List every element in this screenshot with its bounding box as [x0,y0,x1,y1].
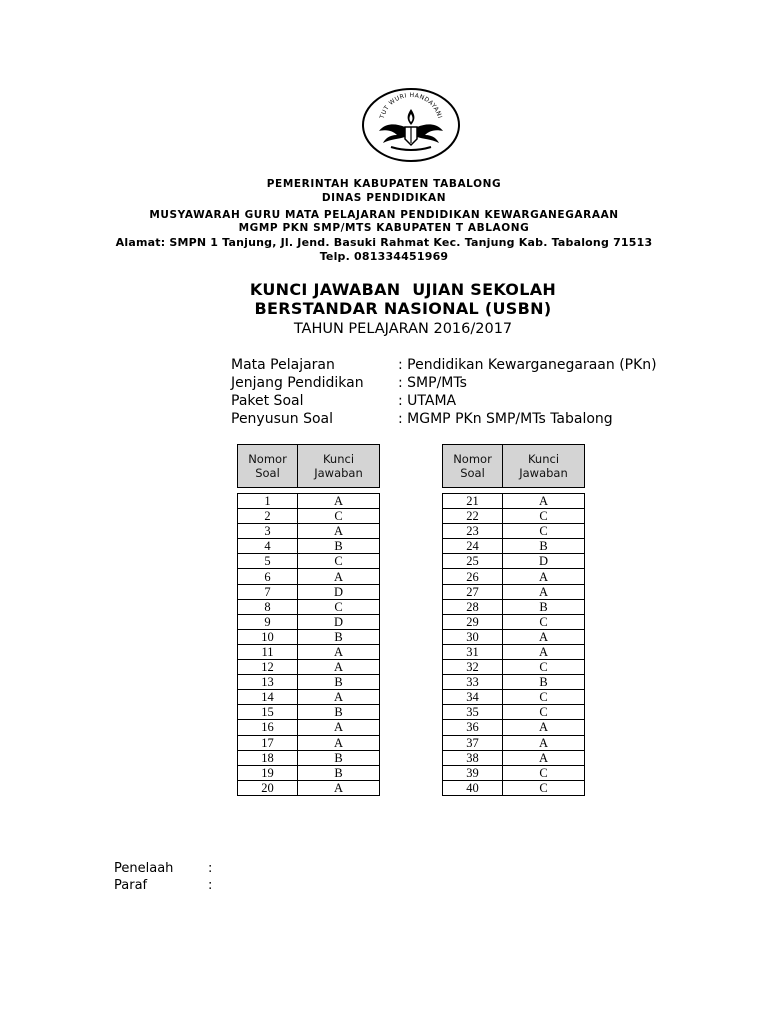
answer-row [443,644,585,659]
answer-key: A [503,720,585,735]
question-number: 24 [443,539,503,554]
answer-row [238,599,380,614]
header-text: Jawaban [519,466,568,480]
answer-row [443,509,585,524]
answer-row [238,494,380,509]
question-number: 32 [443,660,503,675]
answer-key: B [298,705,380,720]
question-number: 25 [443,554,503,569]
answer-row [238,675,380,690]
answer-key: A [503,750,585,765]
signature-row-reviewer [114,860,212,877]
question-number: 38 [443,750,503,765]
question-number: 31 [443,644,503,659]
answer-key: C [503,690,585,705]
answer-key: B [298,629,380,644]
question-number: 23 [443,524,503,539]
academic-year: TAHUN PELAJARAN 2016/2017 [293,321,513,337]
answer-row [443,554,585,569]
column-header-number [238,445,298,488]
header-association: MUSYAWARAH GURU MATA PELAJARAN PENDIDIKAN KEWARGANEGARAAN [149,209,619,221]
question-number: 3 [238,524,298,539]
info-row-subject [231,356,657,374]
answer-key: A [298,494,380,509]
answer-key: A [503,569,585,584]
info-value: : MGMP PKn SMP/MTs Tabalong [398,411,613,427]
answer-row [238,524,380,539]
answer-key: C [503,765,585,780]
info-row-author [231,410,657,428]
question-number: 29 [443,614,503,629]
question-number: 39 [443,765,503,780]
header-mgmp: MGMP PKN SMP/MTS KABUPATEN T ABLAONG [238,222,530,234]
answer-row [238,584,380,599]
question-number: 12 [238,660,298,675]
answer-key: B [298,765,380,780]
answer-row [238,720,380,735]
question-number: 40 [443,780,503,795]
answer-rows-left [238,488,380,796]
signature-label: Paraf [114,878,148,893]
answer-row [443,494,585,509]
question-number: 19 [238,765,298,780]
question-number: 30 [443,629,503,644]
question-number: 33 [443,675,503,690]
tut-wuri-handayani-logo [361,87,461,163]
answer-row [238,554,380,569]
answer-key: C [298,509,380,524]
answer-key: A [298,644,380,659]
answer-row [238,644,380,659]
answer-row [238,569,380,584]
answer-key: D [503,554,585,569]
answer-key: B [298,750,380,765]
info-value: : UTAMA [398,393,457,409]
answer-row [238,690,380,705]
info-row-level [231,374,657,392]
answer-key: C [503,780,585,795]
answer-key: B [298,675,380,690]
answer-key: A [298,569,380,584]
answer-key: C [503,509,585,524]
question-number: 9 [238,614,298,629]
document-title-line1: KUNCI JAWABAN UJIAN SEKOLAH [249,280,557,299]
answer-row [443,720,585,735]
answer-row [443,765,585,780]
header-text: Kunci [322,452,355,466]
answer-row [443,735,585,750]
question-number: 6 [238,569,298,584]
answer-row [443,524,585,539]
question-number: 37 [443,735,503,750]
answer-key: A [503,494,585,509]
answer-key-table-left [237,444,380,796]
answer-row [238,614,380,629]
exam-info [231,356,657,428]
signature-block [114,860,212,894]
answer-row [238,780,380,795]
column-header-key [298,445,380,488]
answer-key: A [298,690,380,705]
answer-row [443,675,585,690]
question-number: 7 [238,584,298,599]
question-number: 17 [238,735,298,750]
header-government: PEMERINTAH KABUPATEN TABALONG [266,178,502,190]
signature-row-initial [114,877,212,894]
answer-key: A [503,735,585,750]
question-number: 21 [443,494,503,509]
header-text: Nomor [248,452,287,466]
question-number: 15 [238,705,298,720]
column-header-key [503,445,585,488]
answer-row [443,660,585,675]
answer-key: A [503,584,585,599]
info-label: Jenjang Pendidikan [231,375,364,391]
answer-key: A [503,629,585,644]
answer-row [443,569,585,584]
answer-key: B [503,539,585,554]
answer-key: C [503,524,585,539]
question-number: 36 [443,720,503,735]
question-number: 1 [238,494,298,509]
svg-text:TUT WURI HANDAYANI: TUT WURI HANDAYANI [378,91,444,120]
info-value: : Pendidikan Kewarganegaraan (PKn) [398,357,657,373]
info-label: Paket Soal [231,393,304,409]
answer-row [238,765,380,780]
signature-label: Penelaah [114,861,174,876]
answer-key: B [503,599,585,614]
answer-key: C [503,705,585,720]
answer-row [443,539,585,554]
document-title-line2: BERSTANDAR NASIONAL (USBN) [254,299,552,318]
question-number: 35 [443,705,503,720]
header-text: Nomor [453,452,492,466]
question-number: 22 [443,509,503,524]
answer-row [238,735,380,750]
answer-row [238,509,380,524]
answer-row [238,705,380,720]
header-phone: Telp. 081334451969 [319,250,449,263]
answer-row [238,660,380,675]
answer-key: B [298,539,380,554]
answer-key: C [503,660,585,675]
answer-rows-right [443,488,585,796]
info-label: Penyusun Soal [231,411,333,427]
answer-key: C [298,554,380,569]
answer-key: A [298,735,380,750]
answer-key: A [298,660,380,675]
question-number: 20 [238,780,298,795]
answer-key-table-right [442,444,585,796]
answer-key: A [503,644,585,659]
question-number: 27 [443,584,503,599]
answer-row [443,780,585,795]
answer-key: C [503,614,585,629]
question-number: 28 [443,599,503,614]
signature-value: : [208,861,213,876]
header-text: Soal [460,466,485,480]
answer-key: C [298,599,380,614]
answer-row [443,614,585,629]
question-number: 10 [238,629,298,644]
signature-value: : [208,878,213,893]
question-number: 26 [443,569,503,584]
header-text: Kunci [527,452,560,466]
column-header-number [443,445,503,488]
answer-key: A [298,780,380,795]
question-number: 16 [238,720,298,735]
answer-row [238,539,380,554]
answer-row [443,629,585,644]
header-text: Soal [255,466,280,480]
answer-key: A [298,720,380,735]
header-department: DINAS PENDIDIKAN [321,192,447,204]
question-number: 18 [238,750,298,765]
question-number: 34 [443,690,503,705]
answer-key: A [298,524,380,539]
info-label: Mata Pelajaran [231,357,335,373]
question-number: 5 [238,554,298,569]
question-number: 13 [238,675,298,690]
answer-row [443,584,585,599]
answer-row [443,690,585,705]
question-number: 11 [238,644,298,659]
question-number: 2 [238,509,298,524]
answer-row [443,705,585,720]
answer-key: D [298,614,380,629]
answer-row [443,750,585,765]
info-row-package [231,392,657,410]
question-number: 4 [238,539,298,554]
answer-key: B [503,675,585,690]
answer-key: D [298,584,380,599]
answer-row [443,599,585,614]
header-address: Alamat: SMPN 1 Tanjung, Jl. Jend. Basuki Rahmat Kec. Tanjung Kab. Tabalong 71513 [115,236,653,249]
answer-row [238,750,380,765]
question-number: 8 [238,599,298,614]
question-number: 14 [238,690,298,705]
header-text: Jawaban [314,466,363,480]
answer-row [238,629,380,644]
info-value: : SMP/MTs [398,375,467,391]
